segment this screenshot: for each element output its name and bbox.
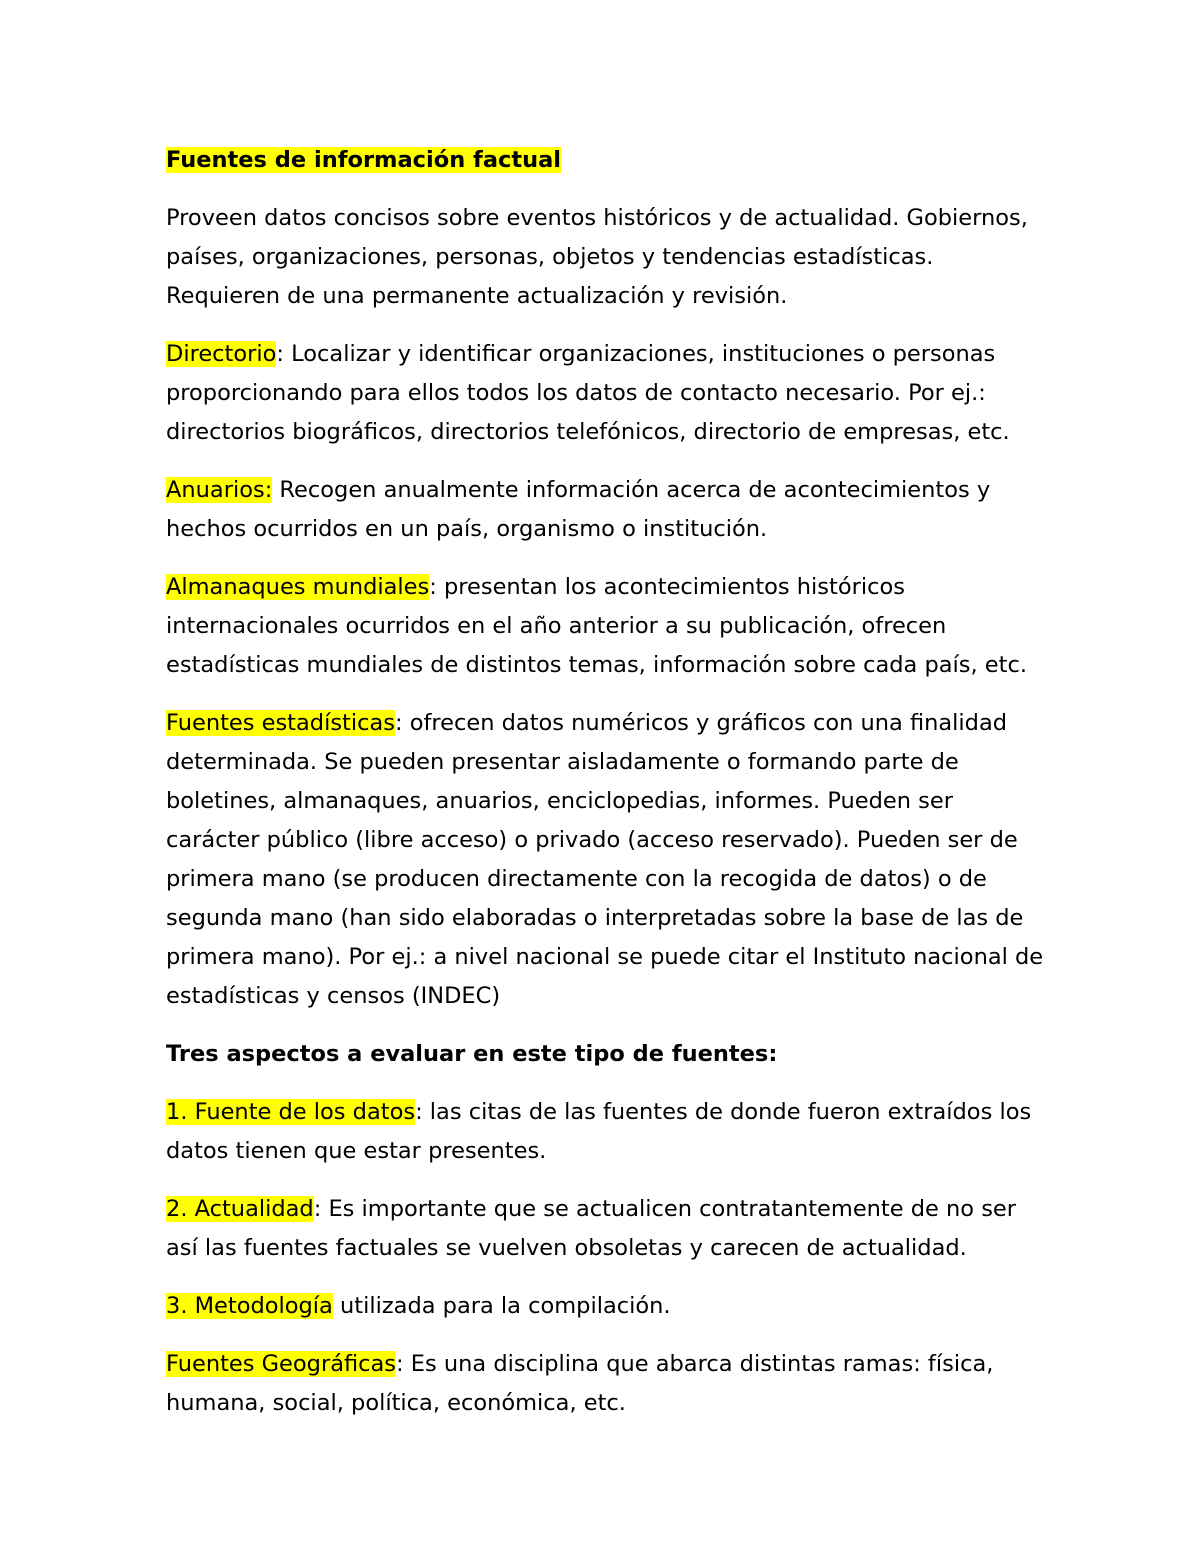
aspecto1-paragraph — [166, 1093, 1046, 1171]
document-body — [166, 141, 1046, 1442]
title-highlight: Fuentes de información factual — [166, 147, 562, 173]
geograficas-term: Fuentes Geográficas — [166, 1351, 397, 1377]
aspecto1-text: : las citas de las fuentes de donde fueron extraídos los datos tienen que estar presentes. — [166, 1099, 1032, 1164]
aspecto3-term: 3. Metodología — [166, 1293, 333, 1319]
aspecto3-text: utilizada para la compilación. — [332, 1293, 671, 1319]
document-title — [166, 141, 1046, 180]
geograficas-paragraph — [166, 1345, 1046, 1423]
geograficas-text: : Es una disciplina que abarca distintas ramas: física, humana, social, política, económica, etc. — [166, 1351, 994, 1416]
almanaques-term: Almanaques mundiales — [166, 574, 430, 600]
aspecto2-term: 2. Actualidad — [166, 1196, 314, 1222]
estadisticas-paragraph — [166, 704, 1046, 1016]
anuarios-term: Anuarios: — [166, 477, 273, 503]
aspectos-heading: Tres aspectos a evaluar en este tipo de fuentes: — [166, 1041, 778, 1067]
directorio-text: : Localizar y identificar organizaciones, instituciones o personas proporcionando para ellos todos los datos de contacto necesario. Por ej.: directorios biográficos, directorios telefónicos, directorio de empresas, etc. — [166, 341, 1010, 445]
intro-paragraph: Proveen datos concisos sobre eventos históricos y de actualidad. Gobiernos, países, organizaciones, personas, objetos y tendencias estadísticas. Requieren de una permanente actualización y revisión. — [166, 205, 1028, 309]
almanaques-paragraph — [166, 568, 1046, 685]
aspecto2-paragraph — [166, 1190, 1046, 1268]
almanaques-text: : presentan los acontecimientos históricos internacionales ocurridos en el año anterior a su publicación, ofrecen estadísticas mundiales de distintos temas, información sobre cada país, etc. — [166, 574, 1027, 678]
anuarios-text: Recogen anualmente información acerca de acontecimientos y hechos ocurridos en un país, organismo o institución. — [166, 477, 991, 542]
anuarios-paragraph — [166, 471, 1046, 549]
aspecto3-paragraph — [166, 1287, 1046, 1326]
estadisticas-term: Fuentes estadísticas — [166, 710, 395, 736]
aspecto1-term: 1. Fuente de los datos — [166, 1099, 416, 1125]
directorio-paragraph — [166, 335, 1046, 452]
estadisticas-text: : ofrecen datos numéricos y gráficos con una finalidad determinada. Se pueden presentar aisladamente o formando parte de boletines, almanaques, anuarios, enciclopedias, informes. Pueden ser carácter público (libre acceso) o privado (acceso reservado). Pueden ser de primera mano (se producen directamente con la recogida de datos) o de segunda mano (han sido elaboradas o interpretadas sobre la base de las de primera mano). Por ej.: a nivel nacional se puede citar el Instituto nacional de estadísticas y censos (INDEC) — [166, 710, 1044, 1009]
directorio-term: Directorio — [166, 341, 277, 367]
aspecto2-text: : Es importante que se actualicen contratantemente de no ser así las fuentes factuales se vuelven obsoletas y carecen de actualidad. — [166, 1196, 1017, 1261]
